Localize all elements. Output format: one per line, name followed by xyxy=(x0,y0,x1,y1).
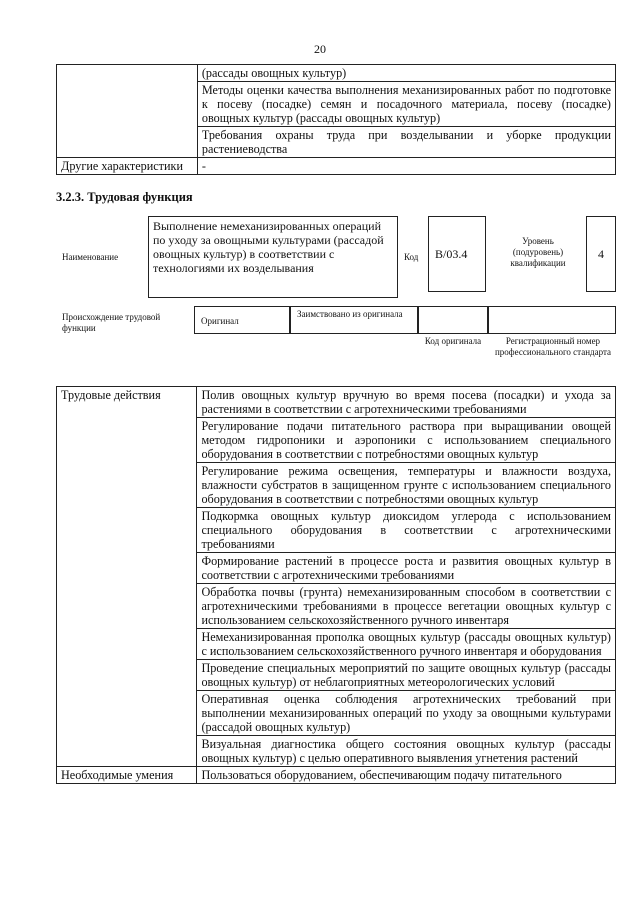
page-number: 20 xyxy=(314,42,326,56)
borrowed-box: Заимствовано из оригинала xyxy=(290,306,418,334)
skills-label: Необходимые умения xyxy=(57,767,197,784)
table-cell xyxy=(57,65,198,158)
action-item: Проведение специальных мероприятий по защите овощных культур (рассады овощных культур) от неблагоприятных метеорологических условий xyxy=(197,660,616,691)
registration-box xyxy=(488,306,616,334)
section-title: 3.2.3. Трудовая функция xyxy=(56,190,193,204)
registration-caption: Регистрационный номер профессионального стандарта xyxy=(494,336,612,357)
name-label: Наименование xyxy=(62,252,119,262)
action-item: Подкормка овощных культур диоксидом углерода с использованием специального оборудования в соответствии с агротехническими требованиями xyxy=(197,508,616,553)
code-box: B/03.4 xyxy=(428,216,486,292)
origin-code-box xyxy=(418,306,488,334)
action-item: Оперативная оценка соблюдения агротехнических требований при выполнении механизированных операций по уходу за овощными культурами (рассадой овощных культур) xyxy=(197,691,616,736)
code-label: Код xyxy=(404,252,419,262)
table-row xyxy=(57,387,616,418)
table-cell: Требования охраны труда при возделывании и уборке продукции растениеводства xyxy=(197,127,615,158)
origin-label: Происхождение трудовой функции xyxy=(62,312,161,333)
table-cell: Другие характеристики xyxy=(57,158,198,175)
action-item: Визуальная диагностика общего состояния овощных культур (рассады овощных культур) с целью оперативного выявления угнетения растений xyxy=(197,736,616,767)
action-item: Регулирование подачи питательного раствора при выращивании овощей методом гидропоники и аэропоники с использованием специального оборудования в соответствии с потребностями овощных культур xyxy=(197,418,616,463)
table-row xyxy=(57,65,616,82)
action-item: Полив овощных культур вручную во время посева (посадки) и ухода за растениями в соответствии с агротехническими требованиями xyxy=(197,387,616,418)
original-box: Оригинал xyxy=(194,306,290,334)
level-box: 4 xyxy=(586,216,616,292)
level-label: Уровень (подуровень) квалификации xyxy=(510,236,566,268)
table-row xyxy=(57,767,616,784)
action-item: Регулирование режима освещения, температуры и влажности воздуха, влажности субстратов в защищенном грунте с использованием специального оборудования в соответствии с потребностями овощных культур xyxy=(197,463,616,508)
origin-code-caption: Код оригинала xyxy=(424,336,482,346)
top-table xyxy=(56,64,616,175)
action-item: Обработка почвы (грунта) немеханизированным способом в соответствии с агротехническими требованиями в процессе вегетации овощных культур с использованием сельскохозяйственного ручного инвентаря xyxy=(197,584,616,629)
skill-item: Пользоваться оборудованием, обеспечивающим подачу питательного xyxy=(197,767,616,784)
table-cell: - xyxy=(197,158,615,175)
actions-label: Трудовые действия xyxy=(57,387,197,767)
actions-table xyxy=(56,386,616,784)
function-name-box: Выполнение немеханизированных операций по уходу за овощными культурами (рассадой овощных культур) в соответствии с технологиями их возделывания xyxy=(148,216,398,298)
action-item: Формирование растений в процессе роста и развития овощных культур в соответствии с агротехническими требованиями xyxy=(197,553,616,584)
table-cell: (рассады овощных культур) xyxy=(197,65,615,82)
action-item: Немеханизированная прополка овощных культур (рассады овощных культур) с использованием сельскохозяйственного ручного инвентаря и оборудования xyxy=(197,629,616,660)
table-cell: Методы оценки качества выполнения механизированных работ по подготовке к посеву (посадке) семян и посадочного материала, посеву (посадке) овощных культур (рассады овощных культур) xyxy=(197,82,615,127)
table-row xyxy=(57,158,616,175)
